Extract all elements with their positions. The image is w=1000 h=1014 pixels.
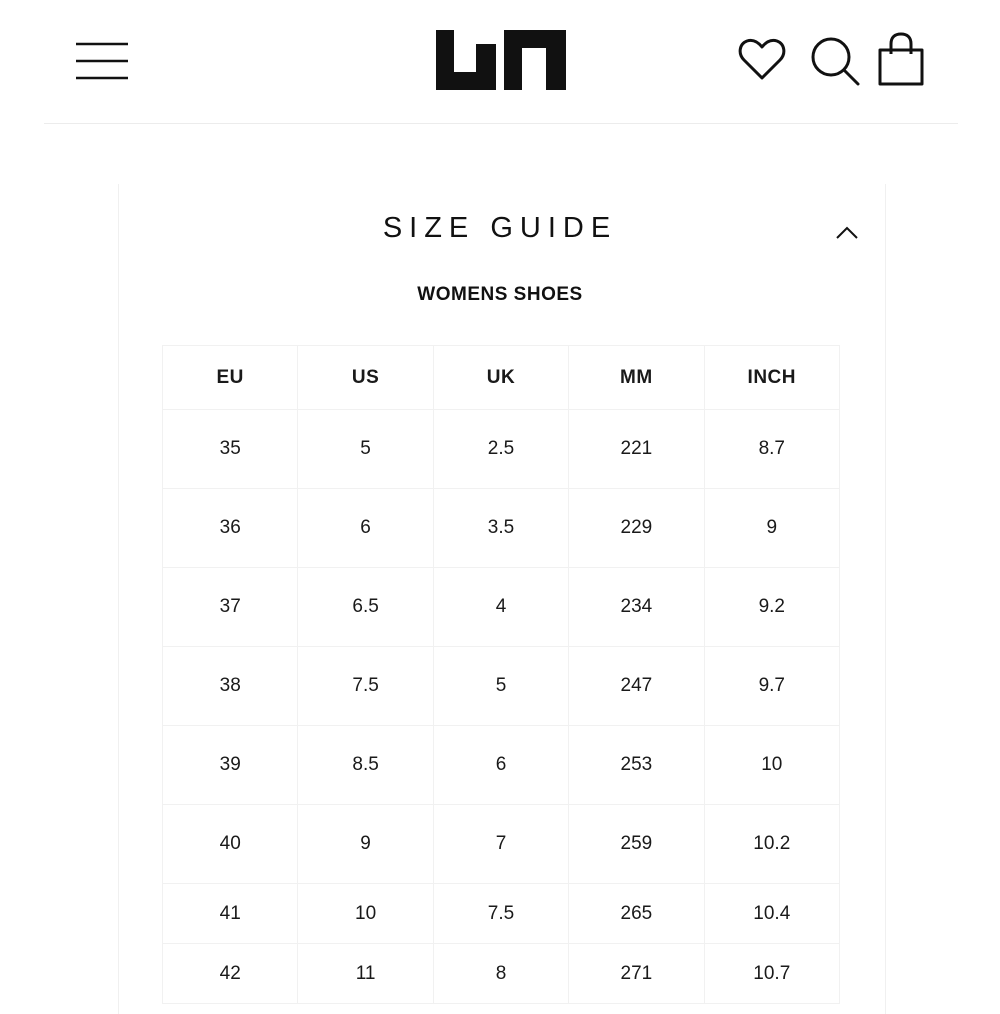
table-cell: 38	[163, 647, 298, 726]
table-cell: 8.5	[298, 726, 433, 805]
table-row	[163, 805, 840, 884]
table-cell: 6	[298, 489, 433, 568]
column-header-eu: EU	[163, 346, 298, 410]
table-cell: 39	[163, 726, 298, 805]
table-cell: 6.5	[298, 568, 433, 647]
logo-mark	[436, 30, 566, 90]
table-cell: 221	[569, 410, 704, 489]
table-cell: 259	[569, 805, 704, 884]
table-cell: 5	[433, 647, 568, 726]
size-table	[162, 345, 840, 1004]
chevron-up-icon	[832, 220, 862, 244]
table-cell: 37	[163, 568, 298, 647]
table-cell: 4	[433, 568, 568, 647]
header-divider	[44, 123, 958, 124]
table-row	[163, 489, 840, 568]
table-cell: 247	[569, 647, 704, 726]
table-cell: 10	[298, 884, 433, 944]
wishlist-button[interactable]	[738, 36, 786, 82]
table-cell: 6	[433, 726, 568, 805]
cart-button[interactable]	[876, 32, 926, 88]
table-cell: 10.7	[704, 944, 839, 1004]
size-guide-title: SIZE GUIDE	[382, 212, 618, 244]
table-cell: 11	[298, 944, 433, 1004]
table-cell: 9.2	[704, 568, 839, 647]
column-header-inch: INCH	[704, 346, 839, 410]
column-header-uk: UK	[433, 346, 568, 410]
table-cell: 271	[569, 944, 704, 1004]
site-header	[0, 0, 1000, 124]
table-header-row	[163, 346, 840, 410]
table-cell: 229	[569, 489, 704, 568]
table-cell: 8	[433, 944, 568, 1004]
table-cell: 234	[569, 568, 704, 647]
table-cell: 265	[569, 884, 704, 944]
hamburger-menu-icon	[74, 40, 130, 82]
search-icon	[810, 36, 862, 86]
table-cell: 5	[298, 410, 433, 489]
table-row	[163, 568, 840, 647]
table-cell: 40	[163, 805, 298, 884]
size-table-subtitle: WOMENS SHOES	[417, 284, 583, 305]
table-cell: 10	[704, 726, 839, 805]
shopping-bag-icon	[876, 32, 926, 88]
search-button[interactable]	[810, 36, 862, 86]
table-cell: 2.5	[433, 410, 568, 489]
table-row	[163, 410, 840, 489]
site-logo[interactable]	[436, 30, 566, 90]
table-cell: 9.7	[704, 647, 839, 726]
table-cell: 8.7	[704, 410, 839, 489]
table-cell: 7.5	[433, 884, 568, 944]
table-cell: 3.5	[433, 489, 568, 568]
table-cell: 41	[163, 884, 298, 944]
table-cell: 10.4	[704, 884, 839, 944]
table-cell: 42	[163, 944, 298, 1004]
menu-button[interactable]	[74, 40, 130, 82]
table-cell: 7.5	[298, 647, 433, 726]
column-header-mm: MM	[569, 346, 704, 410]
table-cell: 9	[298, 805, 433, 884]
table-cell: 7	[433, 805, 568, 884]
table-cell: 10.2	[704, 805, 839, 884]
heart-icon	[738, 36, 786, 82]
table-cell: 9	[704, 489, 839, 568]
table-cell: 253	[569, 726, 704, 805]
table-row	[163, 726, 840, 805]
column-header-us: US	[298, 346, 433, 410]
table-row	[163, 647, 840, 726]
table-cell: 36	[163, 489, 298, 568]
table-cell: 35	[163, 410, 298, 489]
collapse-button[interactable]	[832, 220, 862, 244]
table-row	[163, 944, 840, 1004]
table-row	[163, 884, 840, 944]
